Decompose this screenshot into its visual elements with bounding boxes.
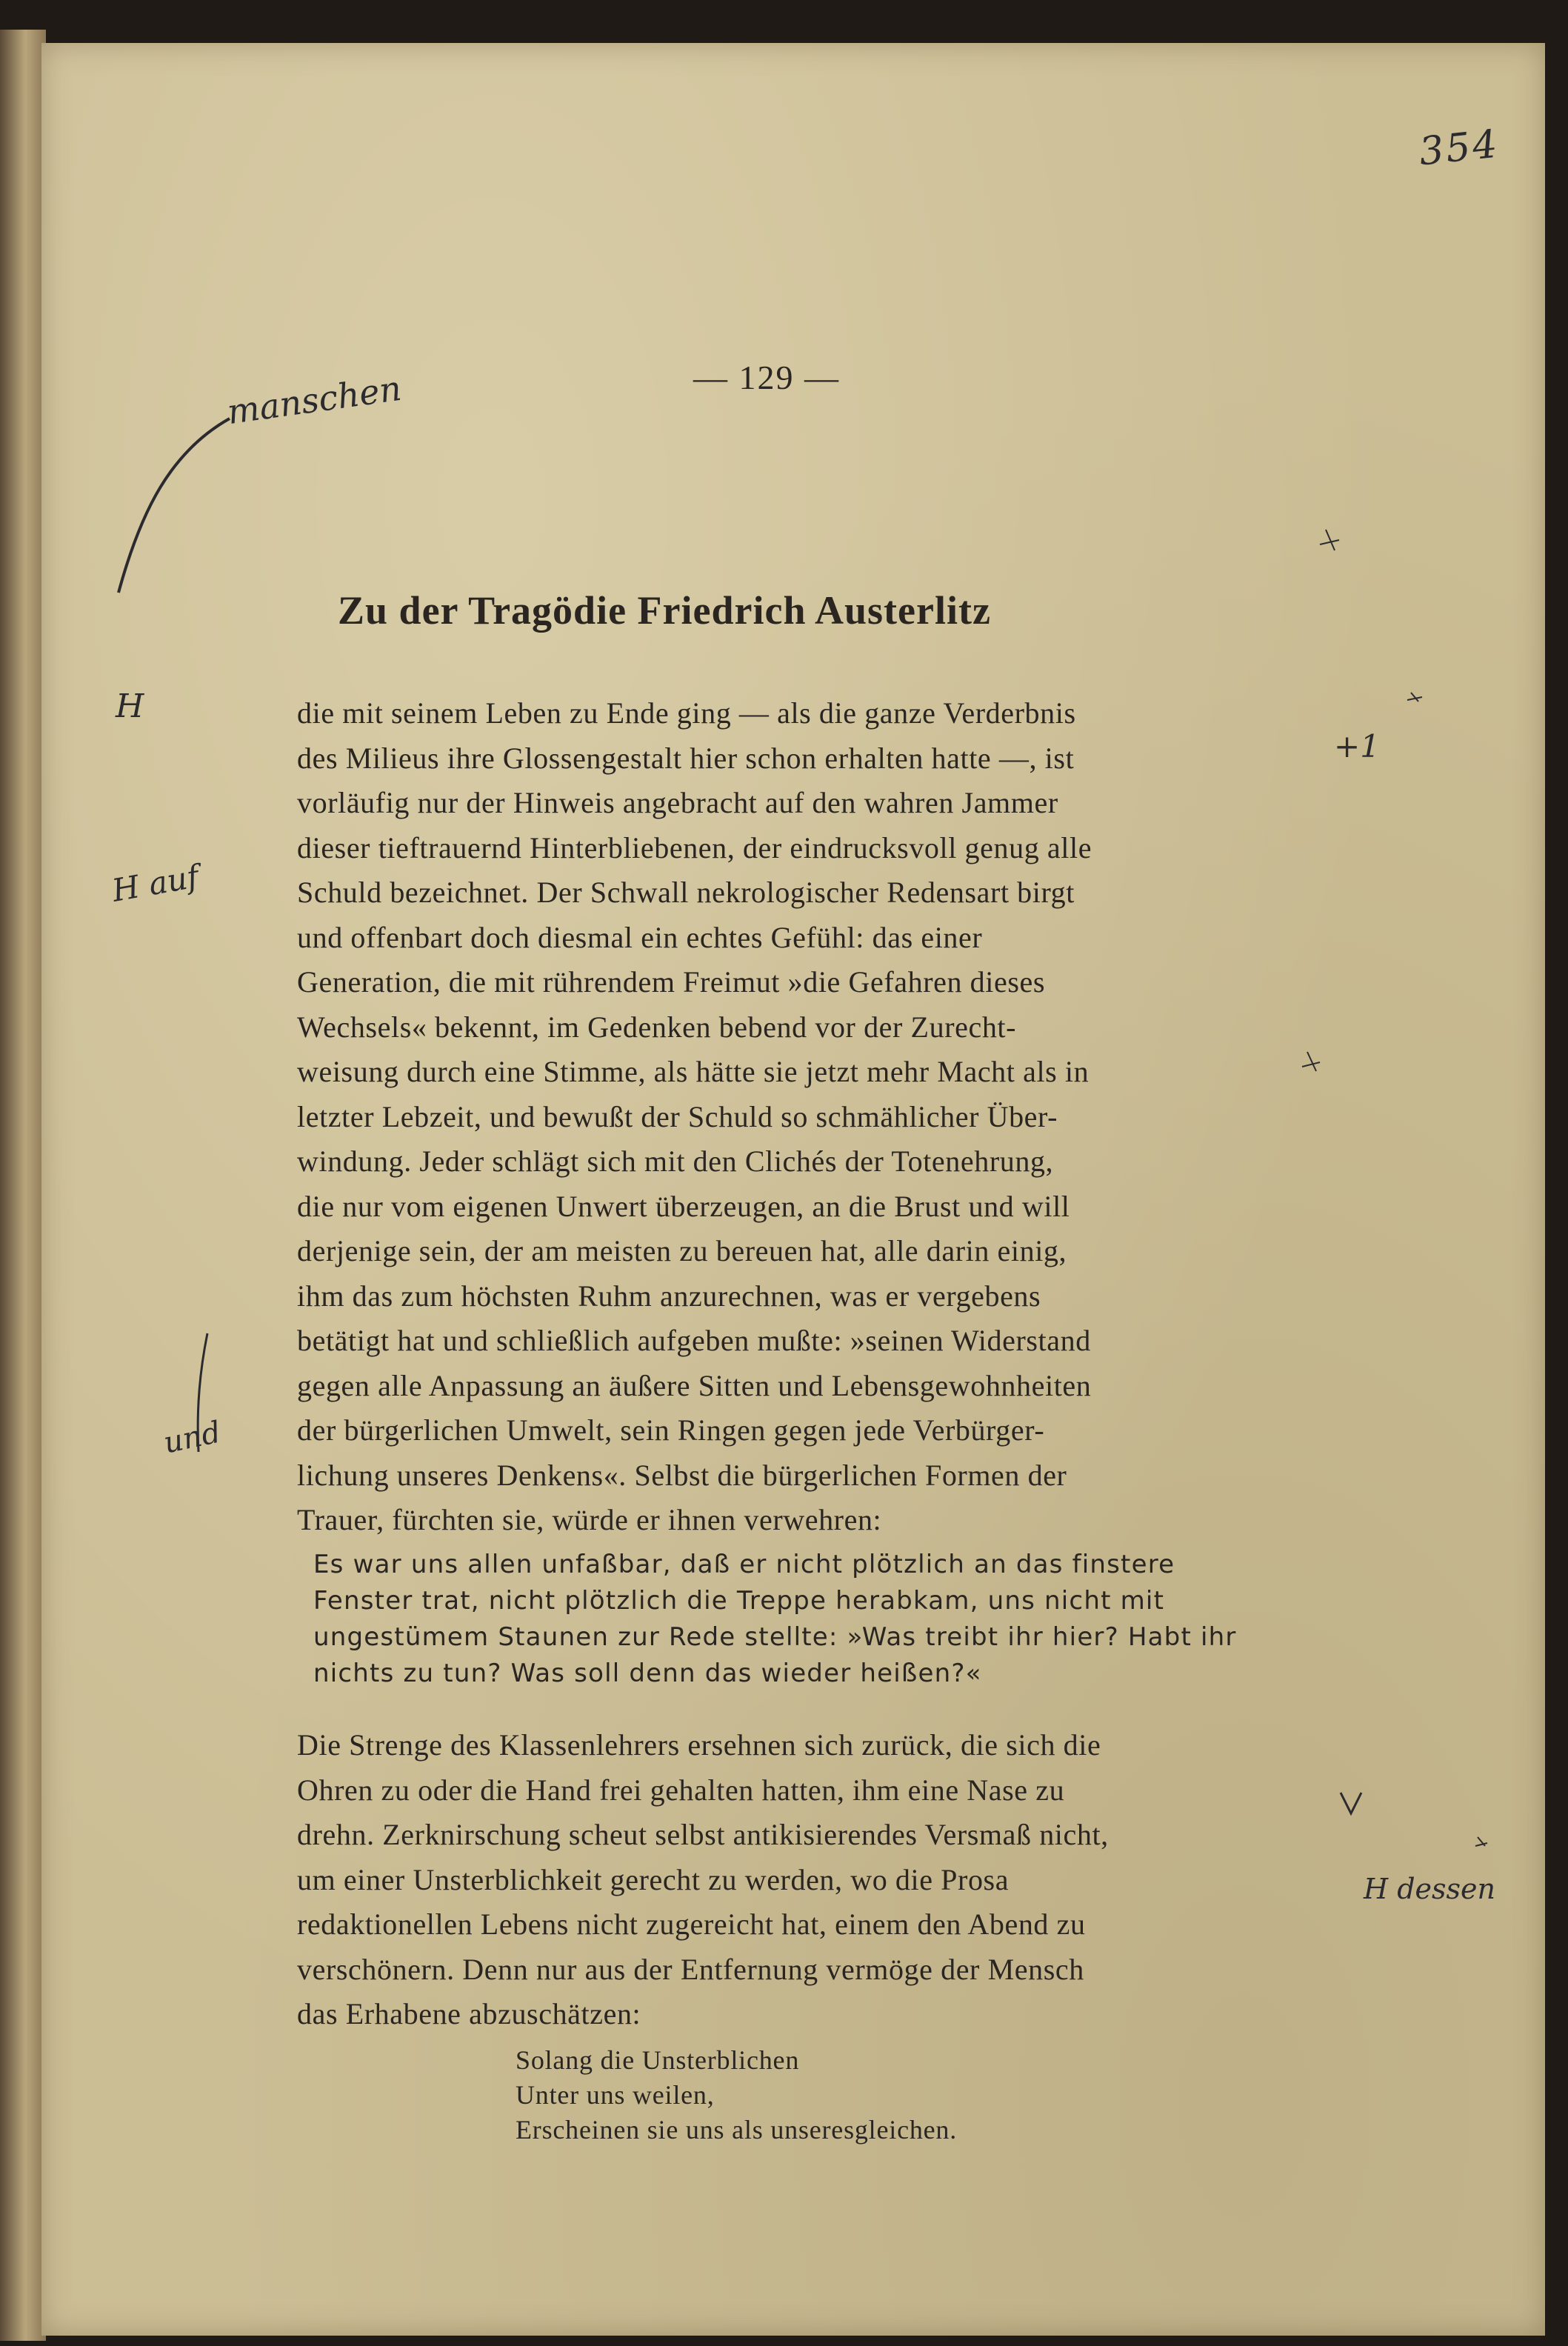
text-line: Die Strenge des Klassenlehrers ersehnen sich zurück, die sich die: [297, 1728, 1101, 1762]
text-line: Wechsels« bekennt, im Gedenken bebend vor der Zurecht-: [297, 1010, 1017, 1044]
text-line: drehn. Zerknirschung scheut selbst antikisierendes Versmaß nicht,: [297, 1818, 1109, 1851]
folio-number: 354: [1417, 121, 1502, 175]
handwritten-note: H: [116, 687, 144, 725]
text-line: redaktionellen Lebens nicht zugereicht hat, einem den Abend zu: [297, 1907, 1086, 1941]
handwritten-note: H dessen: [1364, 1873, 1495, 1905]
previous-page-edge: [0, 30, 46, 2341]
text-line: lichung unseres Denkens«. Selbst die bürgerlichen Formen der: [297, 1458, 1067, 1492]
verse-line: Solang die Unsterblichen: [516, 2045, 800, 2075]
text-line: betätigt hat und schließlich aufgeben mußte: »seinen Widerstand: [297, 1324, 1091, 1357]
handwritten-note: manschen: [224, 367, 404, 433]
verse-quote: [516, 2043, 1182, 2147]
handwritten-note: und: [161, 1415, 224, 1461]
text-line: weisung durch eine Stimme, als hätte sie jetzt mehr Macht als in: [297, 1055, 1090, 1088]
text-line: dieser tieftrauernd Hinterbliebenen, der eindrucksvoll genug alle: [297, 830, 1092, 864]
text-line: Ohren zu oder die Hand frei gehalten hatten, ihm eine Nase zu: [297, 1773, 1065, 1807]
text-line: des Milieus ihre Glossengestalt hier schon erhalten hatte —, ist: [297, 741, 1075, 775]
block-quote: [313, 1547, 1335, 1692]
text-line: der bürgerlichen Umwelt, sein Ringen gegen jede Verbürger-: [297, 1413, 1045, 1447]
handwritten-note: H auf: [109, 858, 201, 909]
text-line: letzter Lebzeit, und bewußt der Schuld so schmählicher Über-: [297, 1099, 1058, 1133]
text-line: verschönern. Denn nur aus der Entfernung vermöge der Mensch: [297, 1952, 1084, 1986]
text-line: und offenbart doch diesmal ein echtes Gefühl: das einer: [297, 920, 983, 954]
quote-line: Es war uns allen unfaßbar, daß er nicht plötzlich an das finstere: [313, 1550, 1175, 1579]
text-line: das Erhabene abzuschätzen:: [297, 1997, 641, 2030]
text-line: gegen alle Anpassung an äußere Sitten und Lebensgewohnheiten: [297, 1368, 1092, 1402]
quote-line: ungestümem Staunen zur Rede stellte: »Was treibt ihr hier? Habt ihr: [313, 1622, 1237, 1652]
text-line: vorläufig nur der Hinweis angebracht auf den wahren Jammer: [297, 786, 1058, 819]
quote-line: nichts zu tun? Was soll denn das wieder heißen?«: [313, 1659, 982, 1688]
text-line: die mit seinem Leben zu Ende ging — als die ganze Verderbnis: [297, 696, 1076, 730]
text-line: um einer Unsterblichkeit gerecht zu werden, wo die Prosa: [297, 1862, 1010, 1896]
page-number: — 129 —: [693, 359, 840, 396]
text-line: derjenige sein, der am meisten zu bereuen hat, alle darin einig,: [297, 1234, 1067, 1267]
quote-line: Fenster trat, nicht plötzlich die Treppe herabkam, uns nicht mit: [313, 1586, 1165, 1616]
text-line: Trauer, fürchten sie, würde er ihnen verwehren:: [297, 1503, 882, 1536]
text-line: Schuld bezeichnet. Der Schwall nekrologischer Redensart birgt: [297, 876, 1075, 909]
handwritten-note: +1: [1334, 728, 1380, 764]
paragraph-2: [297, 1723, 1334, 2037]
book-page: [41, 43, 1545, 2336]
page-title: Zu der Tragödie Friedrich Austerlitz: [338, 588, 991, 633]
verse-line: Erscheinen sie uns als unseresgleichen.: [516, 2115, 958, 2145]
text-line: die nur vom eigenen Unwert überzeugen, an die Brust und will: [297, 1189, 1070, 1223]
text-line: windung. Jeder schlägt sich mit den Clichés der Totenehrung,: [297, 1144, 1054, 1178]
text-line: ihm das zum höchsten Ruhm anzurechnen, was er vergebens: [297, 1279, 1041, 1313]
text-line: Generation, die mit rührendem Freimut »die Gefahren dieses: [297, 965, 1046, 999]
verse-line: Unter uns weilen,: [516, 2080, 715, 2110]
paragraph-1: [297, 691, 1334, 1543]
